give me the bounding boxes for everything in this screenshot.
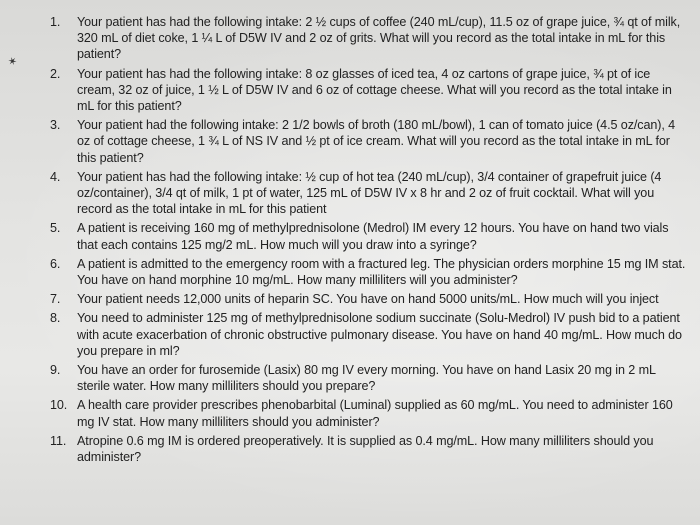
question-text: Atropine 0.6 mg IM is ordered preoperatively. It is supplied as 0.4 mg/mL. How many milliliters should you administer? bbox=[77, 433, 654, 465]
question-item bbox=[50, 256, 690, 288]
question-number: 5. bbox=[50, 221, 61, 236]
bottom-edge-shadow bbox=[0, 511, 700, 525]
question-item bbox=[50, 169, 690, 218]
question-item bbox=[50, 362, 690, 394]
question-text: Your patient has had the following intake: ½ cup of hot tea (240 mL/cup), 3/4 container of grapefruit juice (4 oz/container), 3/4 qt of milk, 1 pt of water, 125 mL of D5W IV x 8 hr and 2 oz of fruit cocktail. What will you record as the total intake in mL for this patient bbox=[77, 169, 662, 217]
question-text: Your patient has had the following intake: 8 oz glasses of iced tea, 4 oz cartons of grape juice, ¾ pt of ice cream, 32 oz of juice, 1 ½ L of D5W IV and 6 oz of cottage cheese. What will you record as the total intake in mL for this patient? bbox=[77, 66, 672, 114]
question-number: 2. bbox=[50, 66, 61, 81]
question-item bbox=[50, 14, 690, 63]
question-number: 3. bbox=[50, 118, 61, 133]
question-text: A patient is receiving 160 mg of methylprednisolone (Medrol) IM every 12 hours. You have on hand two vials that each contains 125 mg/2 mL. How much will you draw into a syringe? bbox=[77, 221, 669, 252]
question-text: You need to administer 125 mg of methylprednisolone sodium succinate (Solu-Medrol) IV push bid to a patient with acute exacerbation of chronic obstructive pulmonary disease. You have on hand 40 mg/mL. How much do you prepare in ml? bbox=[77, 311, 682, 358]
question-text: Your patient needs 12,000 units of heparin SC. You have on hand 5000 units/mL. How much will you inject bbox=[77, 292, 659, 307]
question-number: 8. bbox=[50, 311, 61, 326]
question-item bbox=[50, 66, 690, 115]
question-text: Your patient had the following intake: 2 1/2 bowls of broth (180 mL/bowl), 1 can of tomato juice (4.5 oz/can), 4 oz of cottage cheese, 1 ¾ L of NS IV and ½ pt of ice cream. What will you record as the total intake in mL for this patient? bbox=[77, 118, 676, 165]
handwritten-star-mark: ✶ bbox=[6, 54, 20, 70]
question-list bbox=[50, 14, 690, 468]
question-item bbox=[50, 220, 690, 252]
question-number: 7. bbox=[50, 292, 61, 307]
question-text: You have an order for furosemide (Lasix) 80 mg IV every morning. You have on hand Lasix 20 mg in 2 mL sterile water. How many milliliters should you prepare? bbox=[77, 363, 656, 394]
question-number: 11. bbox=[50, 433, 67, 448]
question-item bbox=[50, 433, 690, 465]
question-number: 10. bbox=[50, 398, 68, 413]
question-item bbox=[50, 397, 690, 429]
question-number: 6. bbox=[50, 256, 61, 271]
question-item bbox=[50, 310, 690, 359]
question-text: A patient is admitted to the emergency room with a fractured leg. The physician orders morphine 15 mg IM stat. You have on hand morphine 10 mg/mL. How many milliliters will you administer? bbox=[77, 256, 686, 288]
question-item bbox=[50, 117, 690, 166]
question-number: 4. bbox=[50, 169, 61, 184]
question-text: Your patient has had the following intake: 2 ½ cups of coffee (240 mL/cup), 11.5 oz of grape juice, ¾ qt of milk, 320 mL of diet coke, 1 ¼ L of D5W IV and 2 oz of grits. What will you record as the total intake in mL for this patient? bbox=[77, 15, 681, 62]
question-item bbox=[50, 291, 690, 307]
question-number: 1. bbox=[50, 15, 61, 29]
question-text: A health care provider prescribes phenobarbital (Luminal) supplied as 60 mg/mL. You need to administer 160 mg IV stat. How many milliliters should you administer? bbox=[77, 398, 673, 429]
question-number: 9. bbox=[50, 363, 61, 378]
